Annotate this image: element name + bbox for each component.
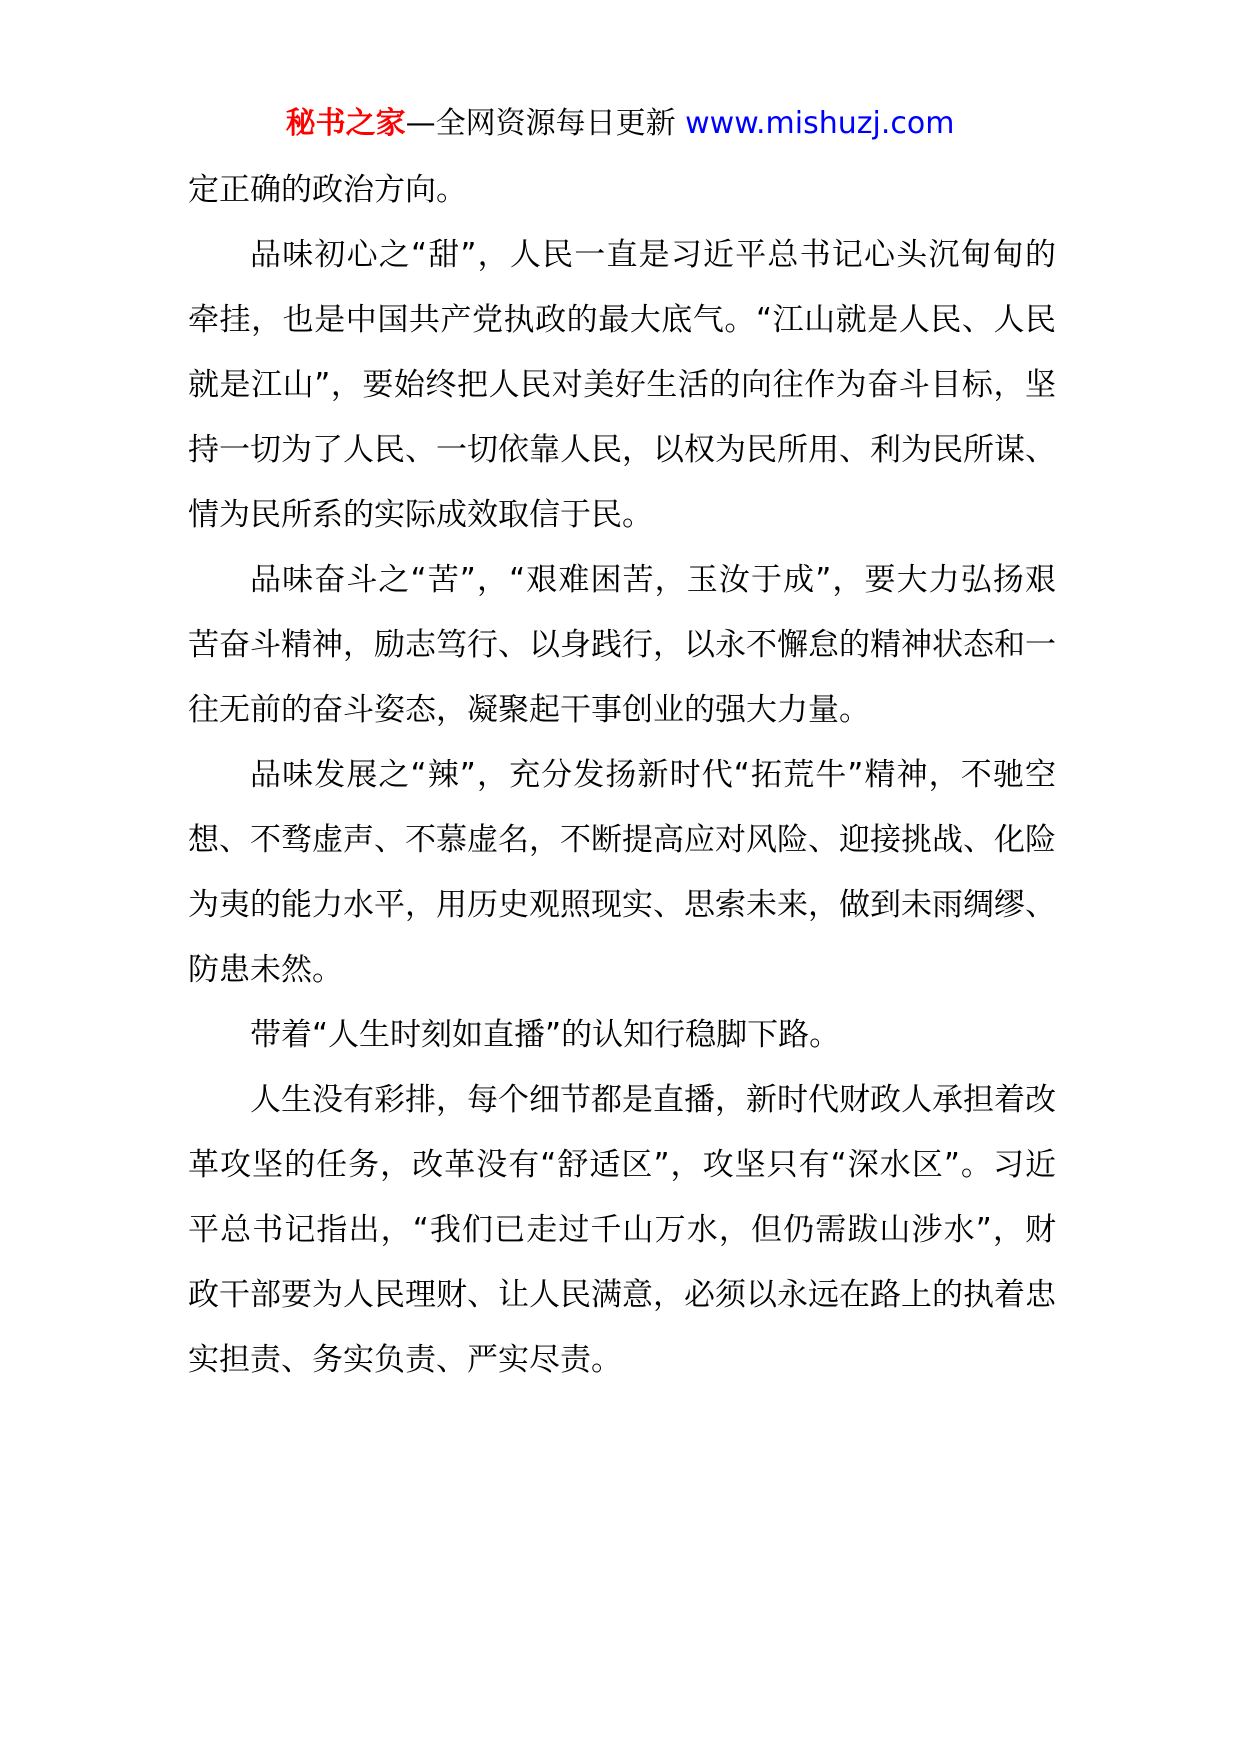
paragraph-no-rehearsal: 人生没有彩排，每个细节都是直播，新时代财政人承担着改革攻坚的任务，改革没有“舒适区”，攻坚只有“深水区”。习近平总书记指出，“我们已走过千山万水，但仍需跋山涉水”，财政干部要为人民理财、让人民满意，必须以永远在路上的执着忠实担责、务实负责、严实尽责。 — [188, 1082, 1056, 1378]
page-header — [0, 102, 1240, 146]
paragraph-sweet: 品味初心之“甜”，人民一直是习近平总书记心头沉甸甸的牵挂，也是中国共产党执政的最大底气。“江山就是人民、人民就是江山”，要始终把人民对美好生活的向往作为奋斗目标，坚持一切为了人民、一切依靠人民，以权为民所用、利为民所谋、情为民所系的实际成效取信于民。 — [188, 237, 1056, 533]
paragraph-section-heading: 带着“人生时刻如直播”的认知行稳脚下路。 — [250, 1017, 841, 1053]
paragraph-bitter: 品味奋斗之“苦”，“艰难困苦，玉汝于成”，要大力弘扬艰苦奋斗精神，励志笃行、以身践行，以永不懈怠的精神状态和一往无前的奋斗姿态，凝聚起干事创业的强大力量。 — [188, 562, 1056, 728]
site-tagline: —全网资源每日更新 — [405, 106, 686, 141]
document-body — [188, 158, 1056, 1393]
paragraph-spicy: 品味发展之“辣”，充分发扬新时代“拓荒牛”精神，不驰空想、不骛虚声、不慕虚名，不断提高应对风险、迎接挑战、化险为夷的能力水平，用历史观照现实、思索未来，做到未雨绸缪、防患未然。 — [188, 757, 1056, 988]
site-brand: 秘书之家 — [285, 106, 406, 141]
site-url-link[interactable]: www.mishuzj.com — [685, 106, 955, 141]
paragraph-continuation: 定正确的政治方向。 — [188, 172, 467, 208]
